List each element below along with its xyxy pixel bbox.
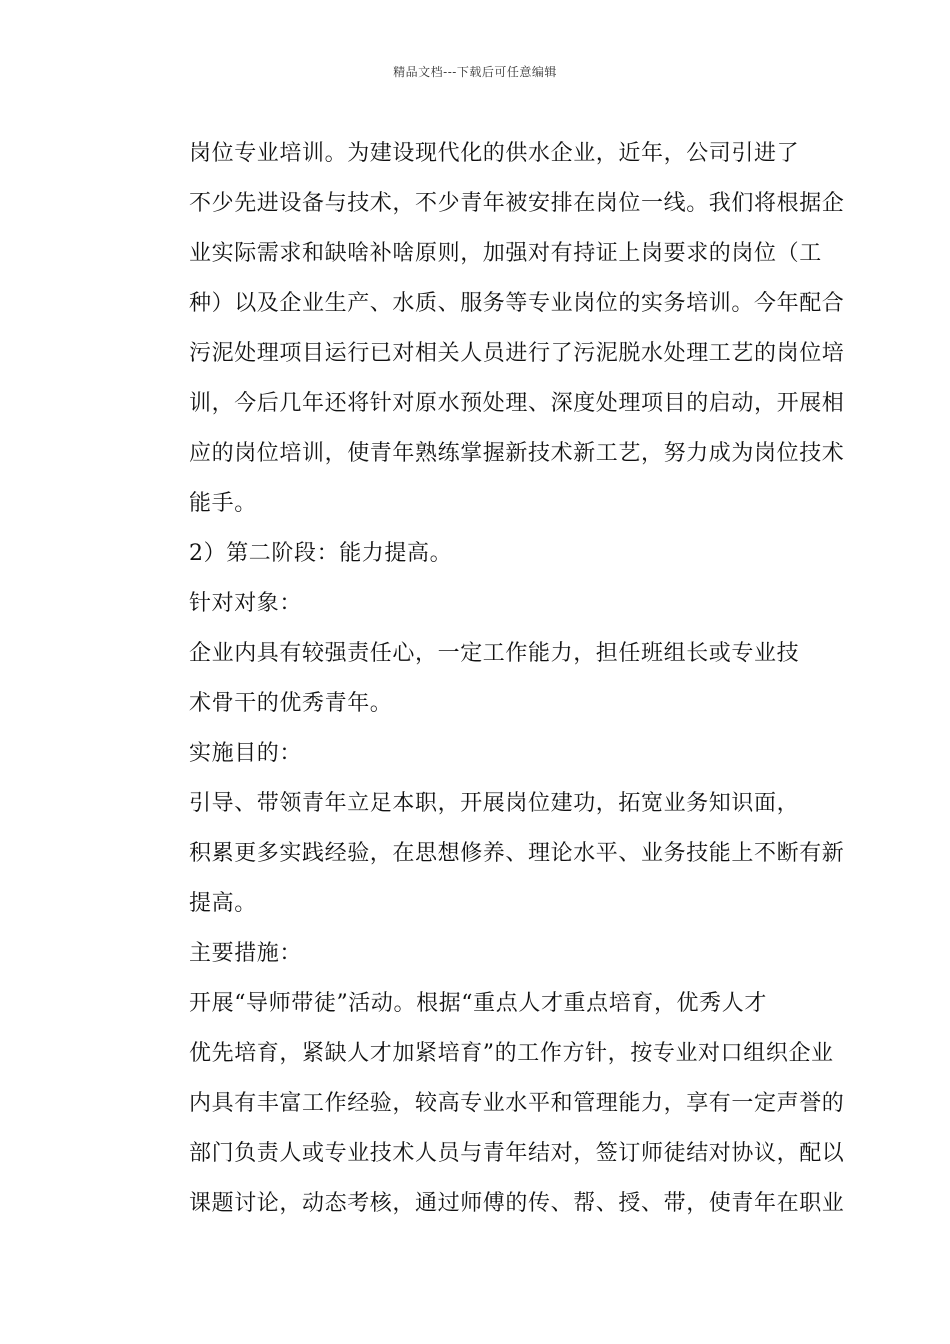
page-header: 精品文档---下载后可任意编辑 (393, 65, 557, 79)
text-line: 实施目的： (189, 741, 303, 766)
paragraph-purpose-heading (145, 729, 807, 779)
text-line: 开展“导师带徒”活动。根据“重点人才重点培育，优秀人才 (189, 991, 767, 1016)
text-line: 课题讨论，动态考核，通过师傅的传、帮、授、带，使青年在职业 (189, 1191, 845, 1216)
text-line: 优先培育，紧缺人才加紧培育”的工作方针，按专业对口组织企业 (189, 1041, 834, 1066)
paragraph-stage-two-heading (145, 529, 807, 579)
text-line: 不少先进设备与技术，不少青年被安排在岗位一线。我们将根据企 (189, 191, 845, 216)
text-line: 污泥处理项目运行已对相关人员进行了污泥脱水处理工艺的岗位培 (189, 341, 845, 366)
text-line: 岗位专业培训。为建设现代化的供水企业，近年，公司引进了 (189, 141, 800, 166)
text-line: 主要措施： (189, 941, 303, 966)
text-line: 针对对象： (189, 591, 303, 616)
text-line: 训，今后几年还将针对原水预处理、深度处理项目的启动，开展相 (189, 391, 845, 416)
text-line: 能手。 (189, 491, 257, 516)
paragraph-target-heading (145, 579, 807, 629)
paragraph-purpose-desc (145, 779, 845, 929)
paragraph-measures-heading (145, 929, 807, 979)
document-body (145, 129, 845, 1229)
text-line: 部门负责人或专业技术人员与青年结对，签订师徒结对协议，配以 (189, 1141, 845, 1166)
paragraph-mentor-program (145, 979, 845, 1229)
text-line: 术骨干的优秀青年。 (189, 691, 393, 716)
text-line: 内具有丰富工作经验，较高专业水平和管理能力，享有一定声誉的 (189, 1091, 845, 1116)
text-line: 企业内具有较强责任心，一定工作能力，担任班组长或专业技 (189, 641, 800, 666)
text-line: 种）以及企业生产、水质、服务等专业岗位的实务培训。今年配合 (189, 291, 845, 316)
text-line: 引导、带领青年立足本职，开展岗位建功，拓宽业务知识面， (189, 791, 800, 816)
paragraph-post-training (145, 129, 845, 529)
text-line: 积累更多实践经验，在思想修养、理论水平、业务技能上不断有新 (189, 841, 845, 866)
text-line: 2）第二阶段：能力提高。 (189, 541, 453, 566)
text-line: 应的岗位培训，使青年熟练掌握新技术新工艺，努力成为岗位技术 (189, 441, 845, 466)
text-line: 业实际需求和缺啥补啥原则，加强对有持证上岗要求的岗位（工 (189, 241, 822, 266)
paragraph-target-desc (145, 629, 807, 729)
text-line: 提高。 (189, 891, 257, 916)
